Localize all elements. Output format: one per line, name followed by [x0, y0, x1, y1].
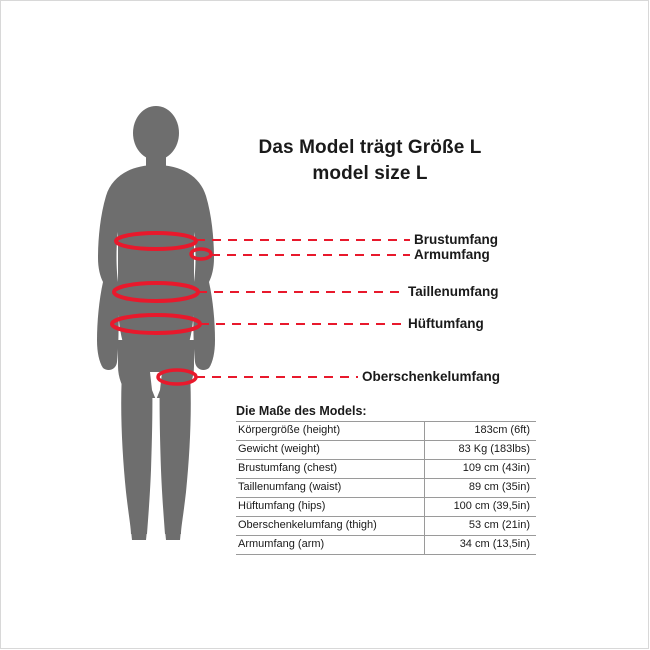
measurements-table-caption: Die Maße des Models: — [236, 404, 367, 418]
row-value: 183cm (6ft) — [425, 422, 537, 441]
leader-lines — [196, 240, 410, 377]
table-row — [236, 517, 536, 536]
row-label: Brustumfang (chest) — [236, 460, 425, 479]
callout-label-arm: Armumfang — [414, 247, 490, 262]
row-value: 53 cm (21in) — [425, 517, 537, 536]
callout-label-chest: Brustumfang — [414, 232, 498, 247]
row-value: 89 cm (35in) — [425, 479, 537, 498]
table-row — [236, 460, 536, 479]
measurements-table-block — [236, 404, 536, 555]
row-label: Gewicht (weight) — [236, 441, 425, 460]
row-label: Taillenumfang (waist) — [236, 479, 425, 498]
callout-label-thigh: Oberschenkelumfang — [362, 369, 501, 384]
table-row — [236, 498, 536, 517]
row-value: 109 cm (43in) — [425, 460, 537, 479]
row-label: Armumfang (arm) — [236, 536, 425, 555]
callout-label-hips: Hüftumfang — [408, 316, 484, 331]
table-row — [236, 441, 536, 460]
page-subtitle: model size L — [312, 163, 428, 184]
table-row — [236, 479, 536, 498]
row-label: Oberschenkelumfang (thigh) — [236, 517, 425, 536]
row-label: Hüftumfang (hips) — [236, 498, 425, 517]
page-title: Das Model trägt Größe L — [258, 137, 482, 158]
measurements-table — [236, 421, 536, 555]
table-row — [236, 536, 536, 555]
row-label: Körpergröße (height) — [236, 422, 425, 441]
title-block — [205, 135, 535, 187]
row-value: 34 cm (13,5in) — [425, 536, 537, 555]
callout-label-waist: Taillenumfang — [408, 284, 499, 299]
row-value: 83 Kg (183lbs) — [425, 441, 537, 460]
table-row — [236, 422, 536, 441]
row-value: 100 cm (39,5in) — [425, 498, 537, 517]
